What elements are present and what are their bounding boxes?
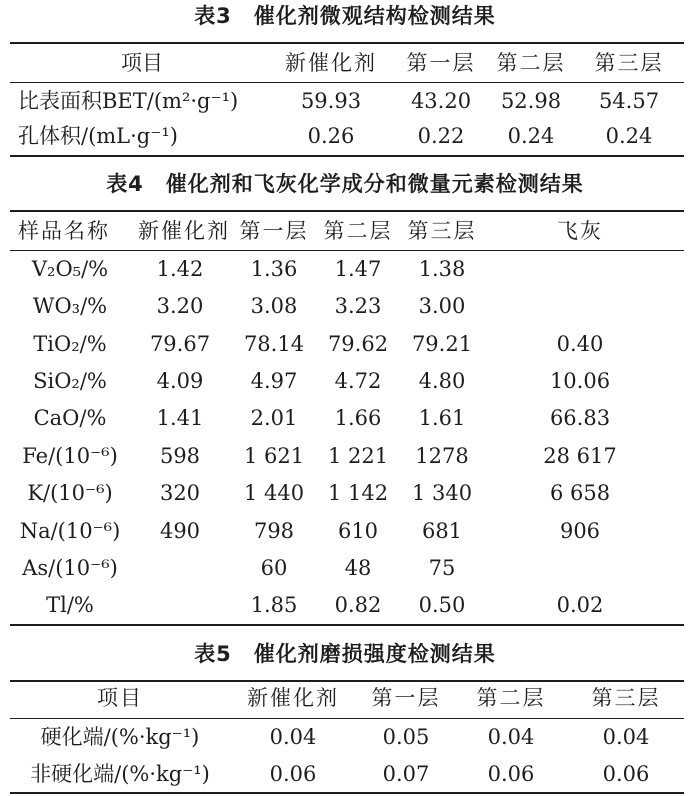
- table4-cell: 79.67: [149, 332, 211, 356]
- table4-cell: 10.06: [549, 369, 611, 393]
- table4-cell: 4.97: [250, 369, 298, 393]
- table4-row-label: CaO/%: [33, 406, 107, 430]
- table3-header-layer3: 第三层: [594, 51, 664, 75]
- table5-header-layer2: 第二层: [476, 686, 546, 710]
- table4-cell: 0.82: [334, 593, 382, 617]
- table4-cell: 0.50: [418, 593, 466, 617]
- table3-row-label: 孔体积/(mL·g⁻¹): [18, 124, 178, 148]
- table4-cell: 1.41: [156, 406, 204, 430]
- table4-row-label: Na/(10⁻⁶): [19, 519, 121, 543]
- table5-cell: 0.06: [487, 762, 535, 786]
- table5-cell: 0.05: [382, 725, 430, 749]
- table3-cell: 54.57: [598, 89, 660, 113]
- table4-cell: 0.40: [556, 332, 604, 356]
- table4-cell: 681: [421, 519, 463, 543]
- table4-cell: 4.80: [418, 369, 466, 393]
- table5-cell: 0.04: [602, 725, 650, 749]
- table4-cell: 66.83: [549, 406, 611, 430]
- table4-cell: 2.01: [250, 406, 298, 430]
- table3-cell: 0.22: [417, 124, 465, 148]
- table4-cell: 1.85: [250, 593, 298, 617]
- table5-cell: 0.06: [602, 762, 650, 786]
- table5-bottom-rule: [10, 792, 684, 794]
- table4-header-layer1: 第一层: [239, 219, 309, 243]
- table3-mid-rule: [10, 82, 684, 83]
- table4-cell: 3.08: [250, 294, 298, 318]
- table4-cell: 3.00: [418, 294, 466, 318]
- table4-row-label: WO₃/%: [32, 294, 108, 318]
- table4-cell: 75: [428, 556, 456, 580]
- table4-cell: 79.21: [411, 332, 473, 356]
- table4-header-new: 新催化剂: [138, 219, 230, 243]
- table4-header-flyash: 飞灰: [557, 219, 603, 243]
- table4-cell: 1.61: [418, 406, 466, 430]
- table4-row-label: K/(10⁻⁶): [27, 481, 113, 505]
- table4-cell: 1.42: [156, 257, 204, 281]
- table4-header-layer3: 第三层: [407, 219, 477, 243]
- table3-cell: 0.24: [507, 124, 555, 148]
- table5-cell: 0.04: [269, 725, 317, 749]
- table4-cell: 1 221: [327, 444, 389, 468]
- table4-cell: 1 142: [327, 481, 389, 505]
- table5-header-layer3: 第三层: [591, 686, 661, 710]
- table3-header-item: 项目: [121, 51, 163, 75]
- table4-row-label: As/(10⁻⁶): [22, 556, 118, 580]
- table4-cell: 1278: [415, 444, 469, 468]
- table5-header-new: 新催化剂: [247, 686, 339, 710]
- table3-cell: 52.98: [500, 89, 562, 113]
- table5-row-label: 非硬化端/(%·kg⁻¹): [30, 762, 210, 786]
- table4-cell: 4.09: [156, 369, 204, 393]
- table4-row-label: SiO₂/%: [33, 369, 107, 393]
- table4-cell: 490: [159, 519, 201, 543]
- table4-cell: 6 658: [549, 481, 611, 505]
- table4-cell: 60: [260, 556, 288, 580]
- table4-cell: 1.38: [418, 257, 466, 281]
- table4-top-rule: [10, 210, 684, 212]
- table4-cell: 1.66: [334, 406, 382, 430]
- table4-cell: 320: [159, 481, 201, 505]
- table5-row-label: 硬化端/(%·kg⁻¹): [40, 725, 200, 749]
- table4-cell: 1.36: [250, 257, 298, 281]
- table4-cell: 906: [559, 519, 601, 543]
- table4-row-label: TiO₂/%: [33, 332, 107, 356]
- table4-header-layer2: 第二层: [323, 219, 393, 243]
- table4-cell: 1.47: [334, 257, 382, 281]
- table3-header-layer1: 第一层: [406, 51, 476, 75]
- table5-cell: 0.06: [269, 762, 317, 786]
- table4-cell: 48: [344, 556, 372, 580]
- table4-cell: 28 617: [543, 444, 617, 468]
- table3-header-layer2: 第二层: [496, 51, 566, 75]
- table5-header-layer1: 第一层: [371, 686, 441, 710]
- table4-cell: 3.23: [334, 294, 382, 318]
- table4-row-label: Fe/(10⁻⁶): [22, 444, 118, 468]
- table3-caption: 表3 催化剂微观结构检测结果: [194, 4, 496, 28]
- table4-cell: 1 340: [411, 481, 473, 505]
- table3-bottom-rule: [10, 155, 684, 157]
- table4-header-sample: 样品名称: [18, 219, 110, 243]
- table4-cell: 1 440: [243, 481, 305, 505]
- table3-cell: 59.93: [300, 89, 362, 113]
- table5-caption: 表5 催化剂磨损强度检测结果: [194, 642, 496, 666]
- table3-cell: 43.20: [410, 89, 472, 113]
- table5-mid-rule: [10, 718, 684, 719]
- table5-header-item: 项目: [97, 686, 143, 710]
- table4-bottom-rule: [10, 624, 684, 626]
- table4-cell: 3.20: [156, 294, 204, 318]
- table5-top-rule: [10, 680, 684, 682]
- table4-cell: 1 621: [243, 444, 305, 468]
- table4-cell: 4.72: [334, 369, 382, 393]
- table4-cell: 0.02: [556, 593, 604, 617]
- table4-cell: 79.62: [327, 332, 389, 356]
- table3-row-label: 比表面积BET/(m²·g⁻¹): [18, 89, 239, 113]
- table3-cell: 0.24: [605, 124, 653, 148]
- table4-row-label: Tl/%: [46, 593, 94, 617]
- table4-caption: 表4 催化剂和飞灰化学成分和微量元素检测结果: [106, 172, 584, 196]
- table4-row-label: V₂O₅/%: [31, 257, 109, 281]
- table3-header-new: 新催化剂: [285, 51, 377, 75]
- table5-cell: 0.07: [382, 762, 430, 786]
- table4-cell: 598: [159, 444, 201, 468]
- table4-cell: 798: [253, 519, 295, 543]
- table3-cell: 0.26: [307, 124, 355, 148]
- table5-cell: 0.04: [487, 725, 535, 749]
- table3-top-rule: [10, 42, 684, 44]
- table4-cell: 78.14: [243, 332, 305, 356]
- table4-cell: 610: [337, 519, 379, 543]
- table4-mid-rule: [10, 250, 684, 251]
